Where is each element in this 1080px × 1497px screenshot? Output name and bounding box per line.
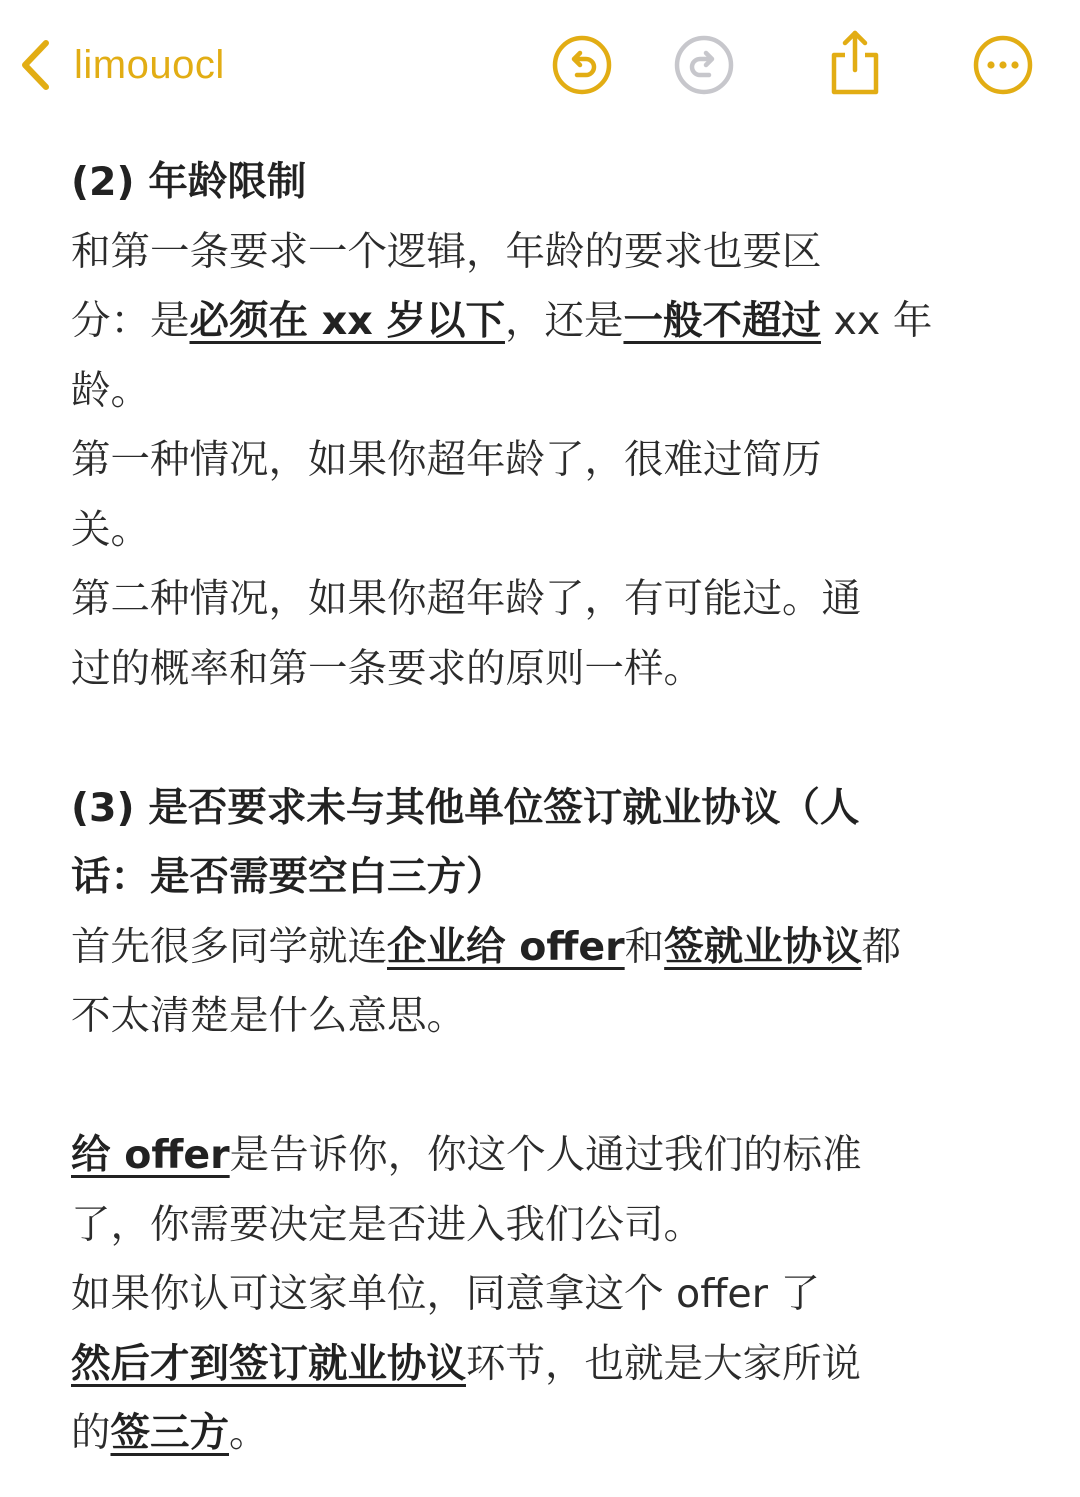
undo-icon xyxy=(551,34,613,96)
underlined-text: 签三方 xyxy=(110,1410,229,1456)
blank-line xyxy=(71,704,1021,774)
note-line: 了，你需要决定是否进入我们公司。 xyxy=(71,1201,703,1248)
more-icon xyxy=(972,34,1034,96)
underlined-text: 必须在 xx 岁以下 xyxy=(189,298,505,344)
note-line: 过的概率和第一条要求的原则一样。 xyxy=(71,645,703,692)
chevron-left-icon xyxy=(18,39,52,91)
note-line xyxy=(71,1330,1021,1400)
note-text: xx 年 xyxy=(820,298,933,344)
share-icon xyxy=(824,28,886,98)
note-line xyxy=(71,1121,1021,1191)
note-line xyxy=(71,287,1021,357)
underlined-text: 签就业协议 xyxy=(664,923,862,970)
underlined-text: 然后才到签订就业协议 xyxy=(71,1340,466,1387)
note-line: 龄。 xyxy=(71,367,150,414)
underlined-text: 企业给 offer xyxy=(387,923,625,970)
note-text: 首先很多同学就连 xyxy=(71,923,387,970)
note-text: 都 xyxy=(861,923,902,970)
note-line: 和第一条要求一个逻辑，年龄的要求也要区 xyxy=(71,228,822,275)
note-body[interactable] xyxy=(71,148,1021,1469)
underlined-text: 给 offer xyxy=(71,1132,230,1178)
share-button[interactable] xyxy=(824,28,886,98)
redo-icon xyxy=(673,34,735,96)
note-line: 关。 xyxy=(71,506,150,553)
note-text: ，还是 xyxy=(504,298,624,344)
note-text: 分：是 xyxy=(71,298,190,344)
note-line: 第一种情况，如果你超年龄了，很难过简历 xyxy=(71,437,822,483)
section-heading-agreement: (3) 是否要求未与其他单位签订就业协议（人 xyxy=(71,784,860,831)
note-text: 环节，也就是大家所说 xyxy=(466,1340,861,1387)
more-button[interactable] xyxy=(972,34,1034,96)
navigation-bar xyxy=(0,0,1080,130)
redo-button[interactable] xyxy=(673,34,735,96)
note-text: 。 xyxy=(229,1410,269,1456)
back-button[interactable] xyxy=(18,30,225,100)
note-line: 如果你认可这家单位，同意拿这个 offer 了 xyxy=(71,1271,821,1317)
undo-button[interactable] xyxy=(551,34,613,96)
note-line: 第二种情况，如果你超年龄了，有可能过。通 xyxy=(71,576,861,622)
note-line: 不太清楚是什么意思。 xyxy=(71,993,466,1039)
note-text: 和 xyxy=(624,923,665,970)
note-line xyxy=(71,1399,1021,1469)
section-heading-age: (2) 年龄限制 xyxy=(71,159,307,205)
note-text: 是告诉你，你这个人通过我们的标准 xyxy=(229,1132,862,1178)
note-line xyxy=(71,913,1021,983)
note-text: 的 xyxy=(71,1410,111,1456)
section-heading-agreement-cont: 话：是否需要空白三方） xyxy=(71,854,506,900)
blank-line xyxy=(71,1052,1021,1122)
back-label: limouocl xyxy=(74,42,225,87)
underlined-text: 一般不超过 xyxy=(623,298,821,344)
